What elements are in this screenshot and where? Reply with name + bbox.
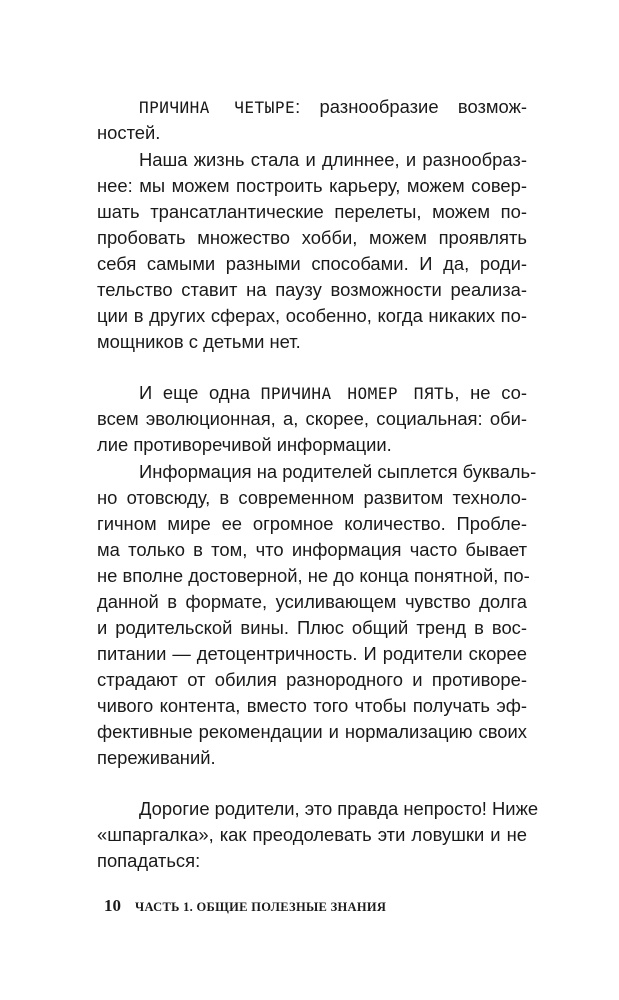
text-line: ностей. xyxy=(97,122,161,143)
text-line: и родительской вины. Плюс общий тренд в вос- xyxy=(97,617,527,638)
text-line: всем эволюционная, а, скорее, социальная: оби- xyxy=(97,408,527,429)
text-line: себя самыми разными способами. И да, роди- xyxy=(97,253,527,274)
paragraph-reason-five-line: И еще одна ПРИЧИНА НОМЕР ПЯТЬ, не со- xyxy=(139,382,527,403)
text-line: Наша жизнь стала и длиннее, и разнообраз- xyxy=(139,149,527,170)
text-line: Дорогие родители, это правда непросто! Ниже xyxy=(139,798,539,819)
text-line: фективные рекомендации и нормализацию своих xyxy=(97,721,527,742)
text-line: питании — детоцентричность. И родители скорее xyxy=(97,643,527,664)
text-line: гичном мире ее огромное количество. Пробле- xyxy=(97,513,527,534)
reason-five-heading: ПРИЧИНА НОМЕР ПЯТЬ xyxy=(260,384,455,403)
text-line: мощников с детьми нет. xyxy=(97,331,301,352)
text-line: ции в других сферах, особенно, когда никаких по- xyxy=(97,305,527,326)
page-number: 10 xyxy=(104,896,121,915)
text-line: переживаний. xyxy=(97,747,216,768)
text-line: ма только в том, что информация часто бывает xyxy=(97,539,527,560)
text-line: чивого контента, вместо того чтобы получать эф- xyxy=(97,695,527,716)
text-line: данной в формате, усиливающем чувство долга xyxy=(97,591,527,612)
text-line: тельство ставит на паузу возможности реализа- xyxy=(97,279,527,300)
text-line: не вполне достоверной, не до конца понятной, по- xyxy=(97,565,530,586)
text-line: но отовсюду, в современном развитом техноло- xyxy=(97,487,527,508)
text-line: попадаться: xyxy=(97,850,201,871)
text-line: «шпаргалка», как преодолевать эти ловушки и не xyxy=(97,824,527,845)
text-line: страдают от обилия разнородного и противоре- xyxy=(97,669,527,690)
reason-four-heading: ПРИЧИНА ЧЕТЫРЕ xyxy=(139,98,296,117)
page-footer xyxy=(104,896,386,916)
paragraph-reason-four-line: ПРИЧИНА ЧЕТЫРЕ: разнообразие возмож- xyxy=(139,96,527,117)
text-line: нее: мы можем построить карьеру, можем совер- xyxy=(97,175,527,196)
text-line: пробовать множество хобби, можем проявлять xyxy=(97,227,527,248)
section-title: ЧАСТЬ 1. ОБЩИЕ ПОЛЕЗНЫЕ ЗНАНИЯ xyxy=(135,900,387,914)
text-line: Информация на родителей сыплется букваль- xyxy=(139,461,537,482)
text-line: лие противоречивой информации. xyxy=(97,434,392,455)
text-line: шать трансатлантические перелеты, можем по- xyxy=(97,201,527,222)
